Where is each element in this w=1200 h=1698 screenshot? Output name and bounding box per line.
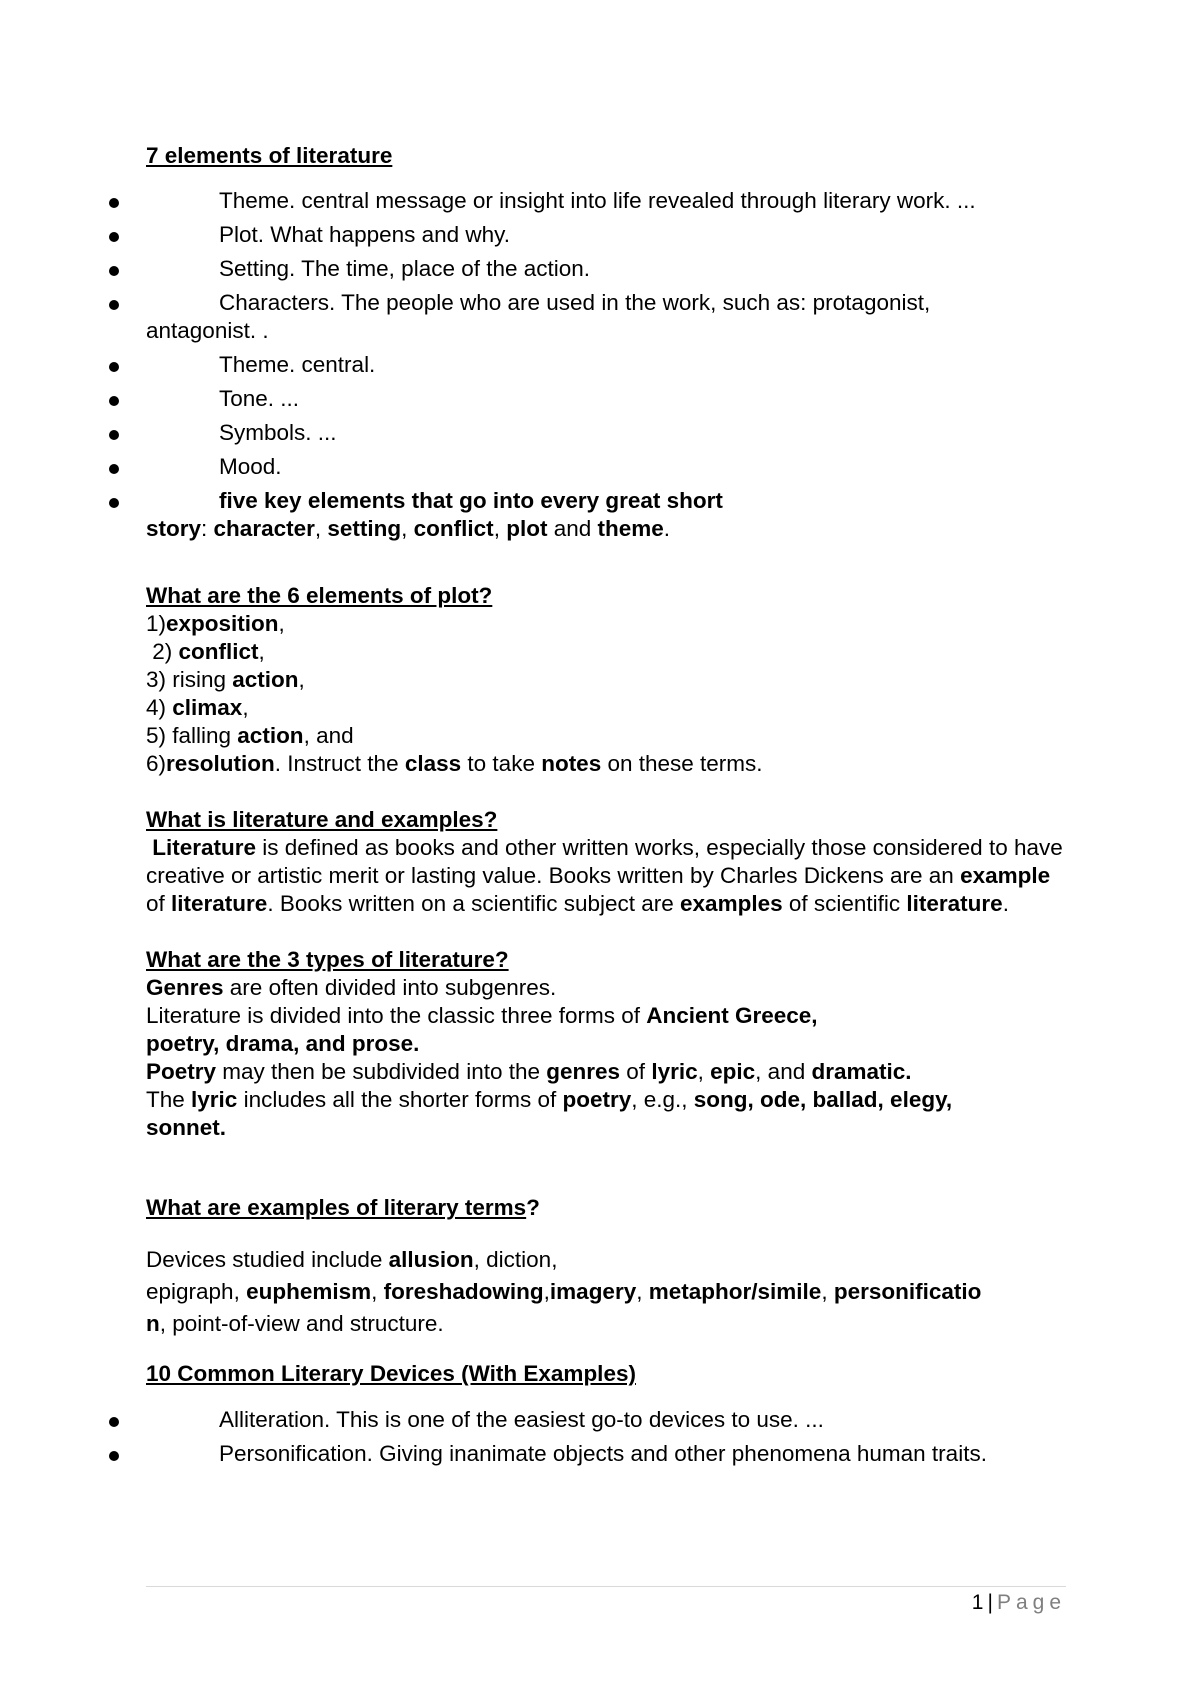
- plot-elements: [146, 610, 1066, 778]
- bullet-icon: [109, 498, 119, 508]
- bullet-icon: [109, 430, 119, 440]
- plot-line: 1)exposition,: [146, 611, 285, 636]
- section-heading-literature: What is literature and examples?: [146, 807, 498, 832]
- elements-list: [146, 187, 1066, 543]
- list-item: Setting. The time, place of the action.: [146, 255, 1066, 283]
- types-text: Genres are often divided into subgenres. Literature is divided into the classic three forms of Ancient Greece, poetry, drama, and prose. Poetry may then be subdivided into the genres of lyric, epic, and dramatic. The lyric includes all the shorter forms of poetry, e.g., song, ode, ballad, elegy, sonnet.: [146, 975, 953, 1140]
- bullet-icon: [109, 198, 119, 208]
- list-item: Symbols. ...: [146, 419, 1066, 447]
- list-item: Theme. central.: [146, 351, 1066, 379]
- bullet-icon: [109, 396, 119, 406]
- plot-line: 3) rising action,: [146, 667, 305, 692]
- page-number: 1: [971, 1591, 984, 1614]
- section-heading-types: What are the 3 types of literature?: [146, 947, 509, 972]
- page-footer: [972, 1591, 1066, 1615]
- bullet-icon: [109, 232, 119, 242]
- bullet-icon: [109, 1417, 119, 1427]
- bullet-icon: [109, 300, 119, 310]
- list-item: Plot. What happens and why.: [146, 221, 1066, 249]
- list-item: Mood.: [146, 453, 1066, 481]
- plot-line: 6)resolution. Instruct the class to take notes on these terms.: [146, 751, 763, 776]
- footer-divider: [146, 1586, 1066, 1587]
- terms-text: Devices studied include allusion, diction, epigraph, euphemism, foreshadowing,imagery, metaphor/simile, personificatio n, point-of-view and structure.: [146, 1247, 982, 1336]
- section-heading-plot: What are the 6 elements of plot?: [146, 583, 493, 608]
- list-item: Theme. central message or insight into life revealed through literary work. ...: [146, 187, 1066, 215]
- bullet-icon: [109, 1451, 119, 1461]
- plot-line: 5) falling action, and: [146, 723, 354, 748]
- footer-separator: |: [987, 1591, 993, 1614]
- section-heading-terms: What are examples of literary terms?: [146, 1195, 540, 1220]
- list-item: Characters. The people who are used in the work, such as: protagonist, antagonist. .: [146, 289, 1066, 345]
- devices-list: [146, 1406, 1066, 1468]
- plot-line: 2) conflict,: [146, 639, 265, 664]
- page-label: Page: [996, 1591, 1066, 1614]
- list-item: Tone. ...: [146, 385, 1066, 413]
- bullet-icon: [109, 362, 119, 372]
- list-item: Personification. Giving inanimate objects and other phenomena human traits.: [146, 1440, 1066, 1468]
- section-heading-elements: 7 elements of literature: [146, 143, 393, 168]
- list-item: five key elements that go into every great short story: character, setting, conflict, plot and theme.: [146, 487, 1066, 543]
- list-item: Alliteration. This is one of the easiest go-to devices to use. ...: [146, 1406, 1066, 1434]
- literature-definition: Literature is defined as books and other written works, especially those considered to have creative or artistic merit or lasting value. Books written by Charles Dickens are an example of literature. Books written on a scientific subject are examples of scientific literature.: [146, 835, 1063, 916]
- plot-line: 4) climax,: [146, 695, 249, 720]
- document-body: [146, 142, 1066, 1468]
- bullet-icon: [109, 464, 119, 474]
- section-heading-devices: 10 Common Literary Devices (With Examples): [146, 1361, 636, 1386]
- bullet-icon: [109, 266, 119, 276]
